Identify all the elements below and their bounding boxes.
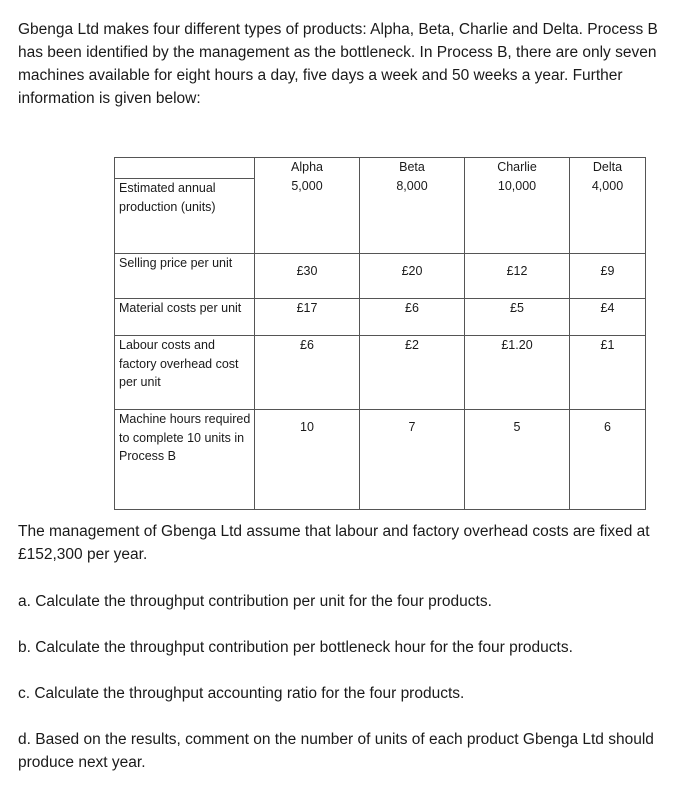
fixed-costs-paragraph: The management of Gbenga Ltd assume that labour and factory overhead costs are fixed at £152,300 per year. [18,523,650,563]
production-delta: 4,000 [591,178,624,193]
question-d: d. Based on the results, comment on the number of units of each product Gbenga Ltd should produce next year. [18,731,654,771]
table-row [115,410,646,510]
product-name-charlie: Charlie [497,160,537,174]
product-data-table-wrapper [114,157,646,510]
machine-hours-beta: 7 [360,410,465,510]
charlie-column [465,158,570,254]
selling-price-beta: £20 [360,254,465,299]
machine-hours-delta: 6 [570,410,646,510]
question-b: b. Calculate the throughput contribution per bottleneck hour for the four products. [18,639,573,656]
product-name-beta: Beta [399,160,425,174]
selling-price-charlie: £12 [465,254,570,299]
production-alpha: 5,000 [291,178,323,193]
material-cost-alpha: £17 [255,299,360,336]
material-cost-beta: £6 [360,299,465,336]
alpha-column [255,158,360,254]
table-corner-cell [115,158,255,179]
row-label-production: Estimated annual production (units) [115,179,255,254]
row-label-machine-hours: Machine hours required to complete 10 units in Process B [115,410,255,510]
question-c: c. Calculate the throughput accounting ratio for the four products. [18,685,465,702]
labour-cost-charlie: £1.20 [465,336,570,410]
machine-hours-alpha: 10 [255,410,360,510]
table-row [115,299,646,336]
delta-column [570,158,646,254]
row-label-selling-price: Selling price per unit [115,254,255,299]
table-row [115,336,646,410]
labour-cost-beta: £2 [360,336,465,410]
product-name-delta: Delta [592,160,623,174]
beta-column [360,158,465,254]
material-cost-delta: £4 [570,299,646,336]
labour-cost-alpha: £6 [255,336,360,410]
table-header-row [115,158,646,179]
question-a: a. Calculate the throughput contribution per unit for the four products. [18,593,492,610]
product-name-alpha: Alpha [291,160,323,174]
selling-price-alpha: £30 [255,254,360,299]
machine-hours-charlie: 5 [465,410,570,510]
row-label-labour-overhead: Labour costs and factory overhead cost per unit [115,336,255,410]
intro-paragraph: Gbenga Ltd makes four different types of products: Alpha, Beta, Charlie and Delta. Process B has been identified by the management as the bottleneck. In Process B, there are only seven machines available for eight hours a day, five days a week and 50 weeks a year. Further information is given below: [18,21,658,107]
row-label-material-costs: Material costs per unit [115,299,255,336]
selling-price-delta: £9 [570,254,646,299]
production-beta: 8,000 [396,178,428,193]
material-cost-charlie: £5 [465,299,570,336]
product-data-table [114,157,646,510]
labour-cost-delta: £1 [570,336,646,410]
production-charlie: 10,000 [497,178,537,193]
table-row [115,254,646,299]
